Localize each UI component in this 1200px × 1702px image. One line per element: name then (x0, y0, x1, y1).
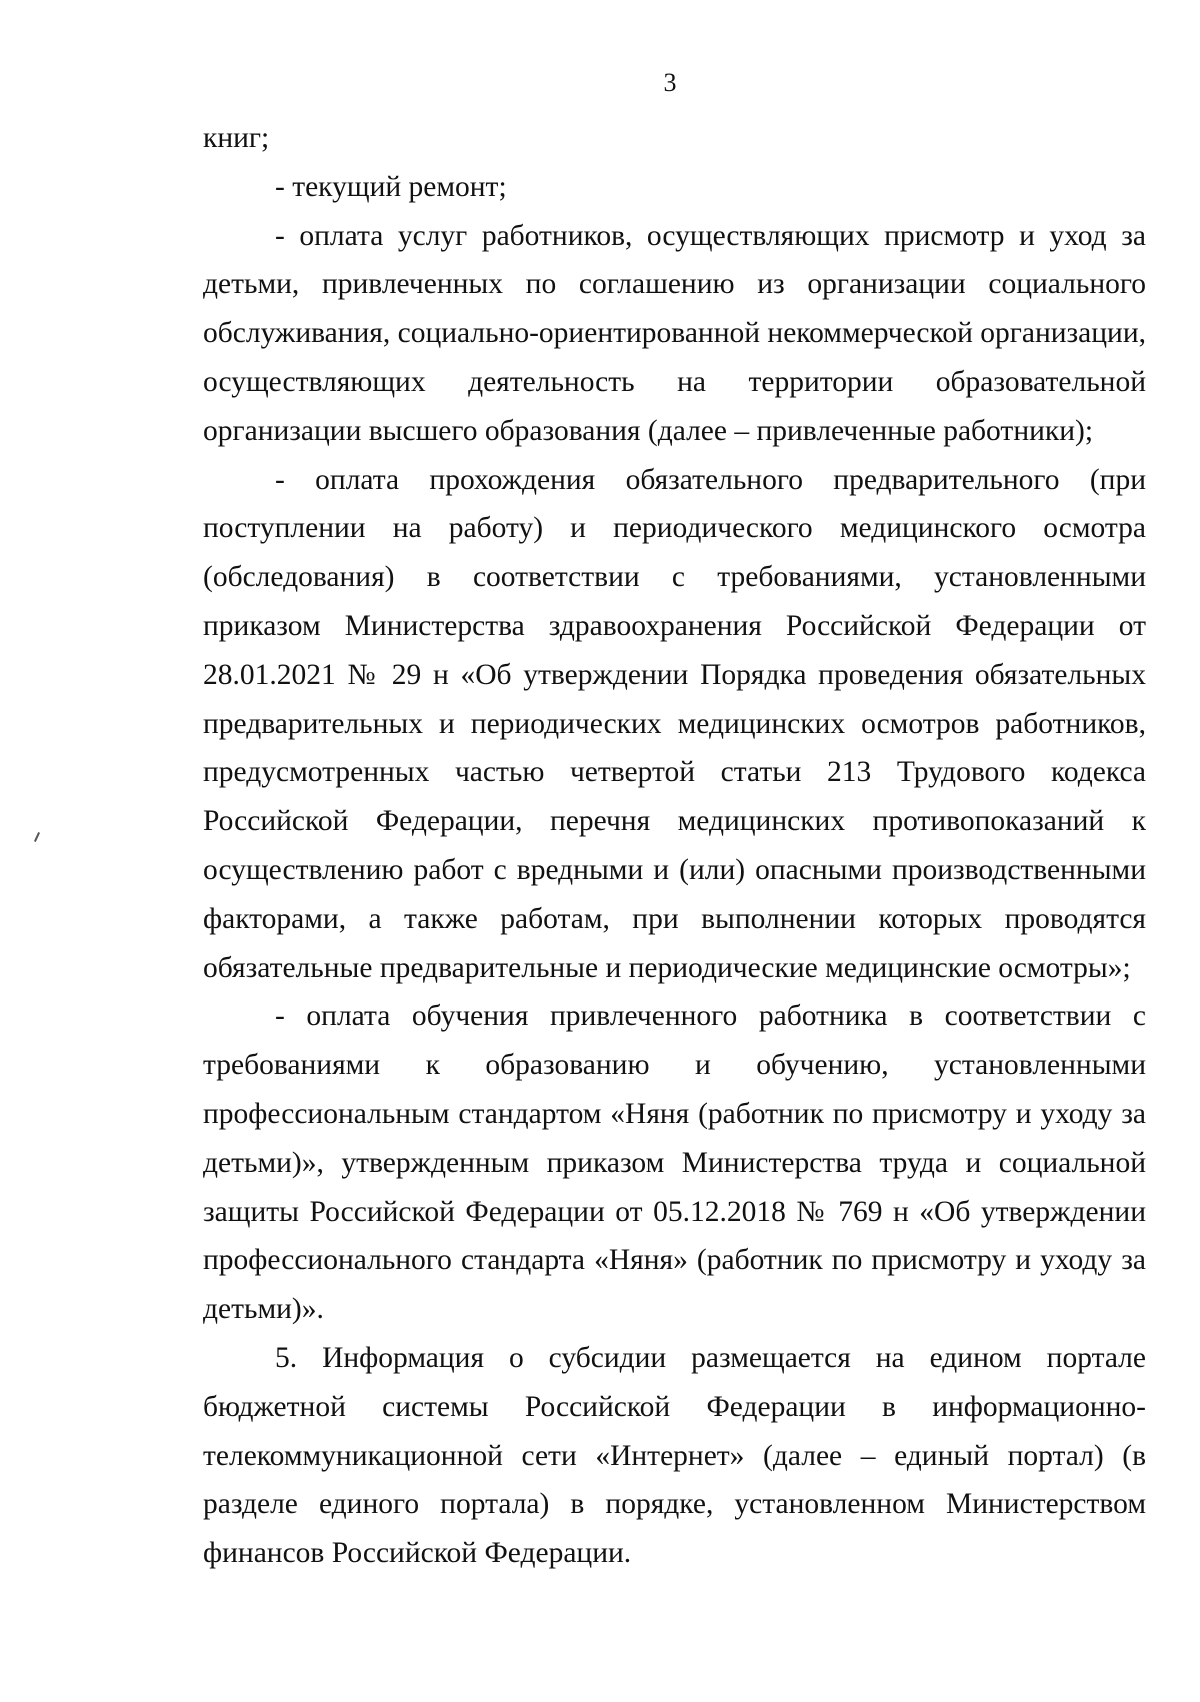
paragraph-subsidy-information: 5. Информация о субсидии размещается на едином портале бюджетной системы Российской Федерации в информационно-телекоммуникационной сети «Интернет» (далее – единый портал) (в разделе единого портала) в порядке, установленном Министерством финансов Российской Федерации. (203, 1341, 1146, 1570)
paragraph-worker-services: - оплата услуг работников, осуществляющих присмотр и уход за детьми, привлеченных по соглашению из организации социального обслуживания, социально-ориентированной некоммерческой организации, осуществляющих деятельность на территории образовательной организации высшего образования (далее – привлеченные работники); (203, 219, 1147, 447)
paragraph-current-repair: - текущий ремонт; (275, 170, 507, 203)
paragraph-worker-training: - оплата обучения привлеченного работника в соответствии с требованиями к образованию и обучению, установленными профессиональным стандартом «Няня (работник по присмотру и уходу за детьми)», утвержденным приказом Министерства труда и социальной защиты Российской Федерации от 05.12.2018 № 769 н «Об утверждении профессионального стандарта «Няня» (работник по присмотру и уходу за детьми)». (203, 1000, 1146, 1326)
paragraph-books-continuation: книг; (203, 122, 270, 154)
paragraph-medical-examination: - оплата прохождения обязательного предварительного (при поступлении на работу) и периодического медицинского осмотра (обследования) в соответствии с требованиями, установленными приказом Министерства здравоохранения Российской Федерации от 28.01.2021 № 29 н «Об утверждении Порядка проведения обязательных предварительных и периодических медицинских осмотров работников, предусмотренных частью четвертой статьи 213 Трудового кодекса Российской Федерации, перечня медицинских противопоказаний к осуществлению работ с вредными и (или) опасными производственными факторами, а также работам, при выполнении которых проводятся обязательные предварительные и периодические медицинские осмотры»; (203, 463, 1146, 984)
scan-mark (34, 832, 40, 842)
document-body (203, 114, 1146, 1578)
page-number: 3 (663, 68, 677, 97)
